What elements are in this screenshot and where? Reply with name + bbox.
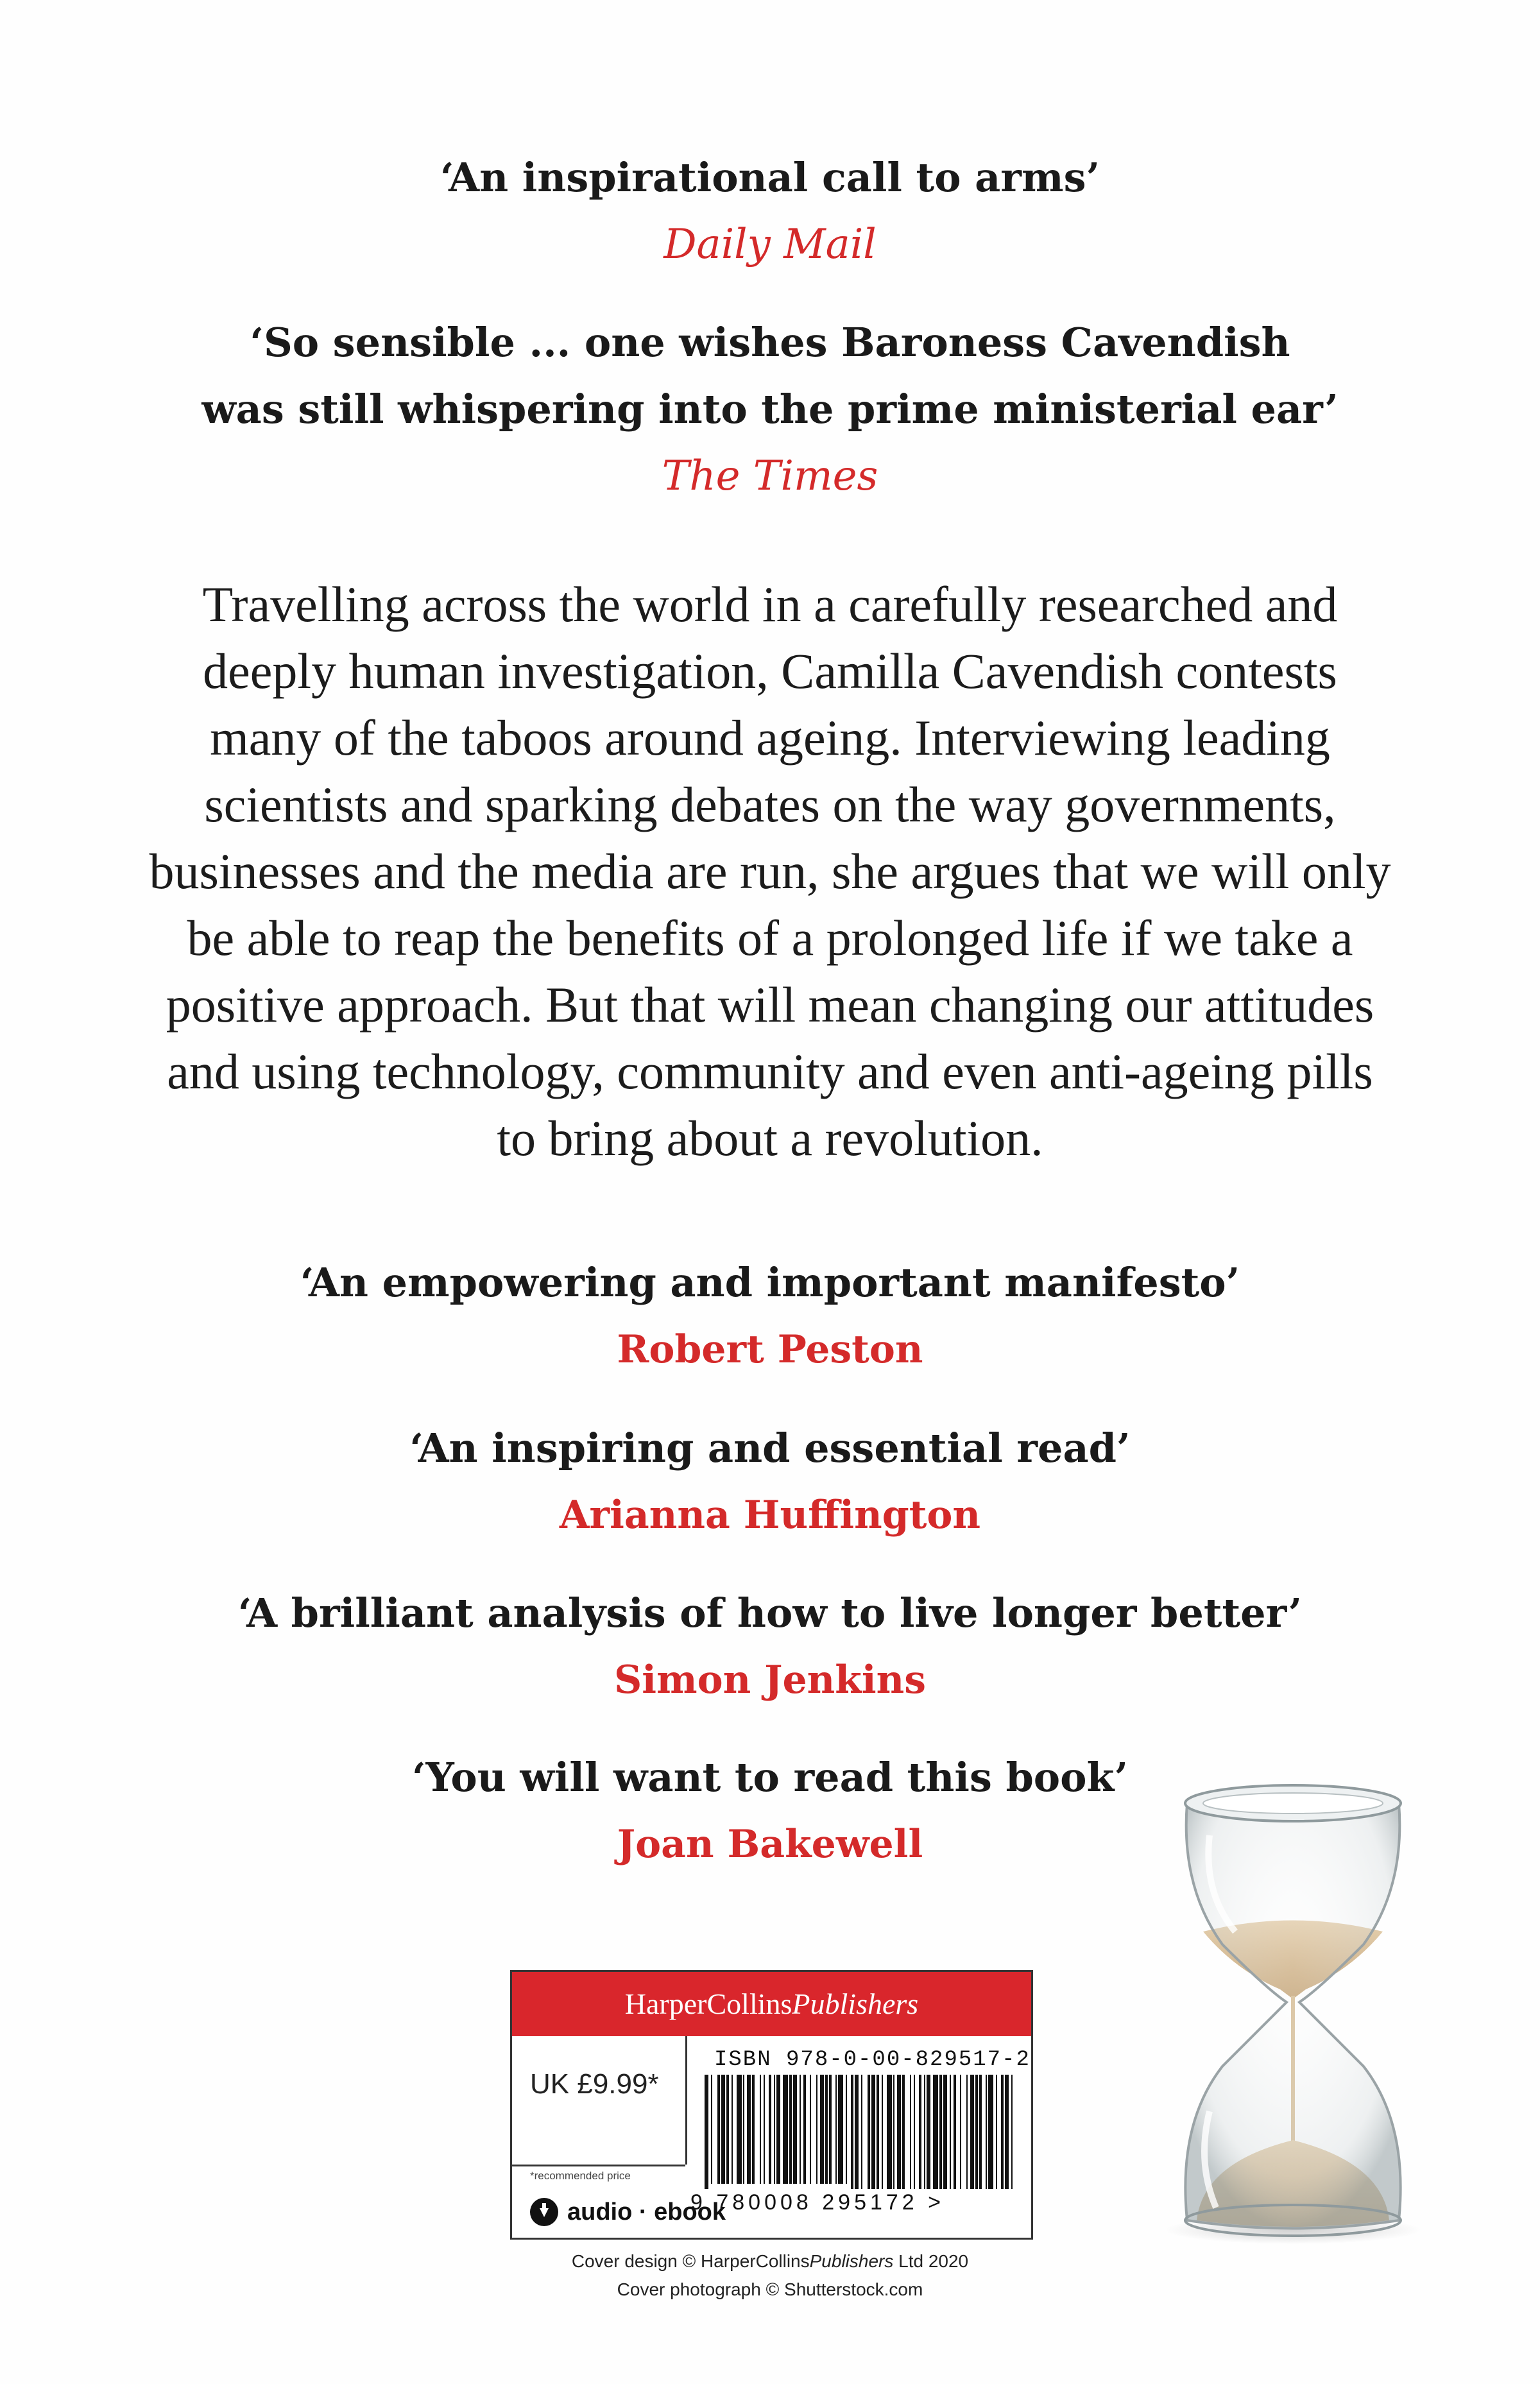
barcode-bar [966,2075,968,2189]
quote-block-5 [0,1580,1540,1713]
barcode-bar [851,2075,853,2189]
quote-text: ‘You will want to read this book’ [411,1754,1129,1801]
barcode [705,2075,1019,2190]
download-icon [530,2198,558,2226]
price-label: UK £9.99* [530,2068,659,2100]
barcode-bar [1011,2075,1013,2189]
quote-block-3 [0,1249,1540,1383]
quote-text: ‘An empowering and important manifesto’ [300,1259,1240,1306]
barcode-bar [705,2075,708,2189]
barcode-bar [855,2075,859,2189]
barcode-bar [838,2075,843,2184]
book-blurb: Travelling across the world in a carefully researched and deeply human investigation, Camilla Cavendish contests many of the taboos around ageing. Interviewing leading scientists and sparking debates on the way governments, businesses and the media are run, she argues that we will only be able to reap the benefits of a prolonged life if we take a positive approach. But that will mean changing our attitudes and using technology, community and even anti-ageing pills to bring about a revolution. [149,576,1391,1166]
barcode-bar [882,2075,883,2189]
barcode-bar [919,2075,921,2189]
quote-block-2 [0,309,1540,510]
isbn-text: ISBN 978-0-00-829517-2 [714,2048,1031,2072]
hourglass-image [1158,1778,1428,2246]
barcode-bar [927,2075,930,2189]
barcode-bar [783,2075,788,2184]
barcode-bar [954,2075,956,2189]
barcode-bar [747,2075,751,2184]
barcode-bar [970,2075,974,2189]
barcode-bar [1001,2075,1004,2189]
barcode-bar [721,2075,725,2184]
barcode-bar [988,2075,993,2189]
barcode-bar [986,2075,987,2189]
quote-text: ‘A brilliant analysis of how to live longer better’ [237,1590,1303,1636]
barcode-bar [829,2075,832,2184]
barcode-bar [711,2075,712,2184]
barcode-bar [800,2075,801,2184]
barcode-bar [776,2075,780,2184]
barcode-bar [914,2075,915,2189]
barcode-bar [835,2075,837,2184]
publisher-bar [512,1972,1031,2036]
barcode-bar [887,2075,892,2189]
price-barcode-box [510,1970,1033,2240]
barcode-bar [871,2075,875,2189]
barcode-bar [861,2075,862,2189]
barcode-bar [789,2075,792,2184]
barcode-bar [846,2075,847,2184]
barcode-bar [979,2075,982,2189]
barcode-bar [902,2075,905,2189]
cover-photo-credit: Cover photograph © Shutterstock.com [617,2279,923,2299]
quote-text: ‘An inspirational call to arms’ [440,154,1100,201]
barcode-bar [939,2075,942,2189]
credit-italic: Publishers [809,2251,894,2271]
quote-block-4 [0,1415,1540,1548]
quote-source: Arianna Huffington [559,1493,981,1538]
ean-digits: 9 780008 295172 > [690,2190,945,2215]
quote-text: ‘An inspiring and essential read’ [409,1425,1131,1471]
credit-suffix: Ltd 2020 [893,2251,969,2271]
barcode-bar [743,2075,744,2184]
barcode-bar [752,2075,755,2184]
formats-text: audio · ebook [567,2198,726,2225]
barcode-bar [868,2075,870,2189]
barcode-bar [893,2075,894,2189]
quote-source: The Times [662,452,878,500]
credit-prefix: Cover design © HarperCollins [571,2251,810,2271]
barcode-bar [803,2075,806,2184]
quote-block-1 [0,144,1540,278]
barcode-bar [793,2075,797,2184]
barcode-bar [769,2075,771,2184]
quote-text-line-1: ‘So sensible ... one wishes Baroness Cavendish [250,319,1290,366]
divider [512,2165,685,2166]
barcode-bar [760,2075,761,2184]
quote-source: Daily Mail [663,221,877,268]
publisher-name: HarperCollins [624,1987,792,2020]
quote-source: Simon Jenkins [613,1658,927,1702]
barcode-bar [877,2075,879,2189]
barcode-bar [960,2075,961,2189]
barcode-bar [810,2075,811,2184]
cover-design-credit [0,2251,1540,2272]
price-note: *recommended price [530,2170,631,2182]
quote-source: Robert Peston [617,1327,923,1372]
divider [685,2036,687,2165]
barcode-bar [933,2075,938,2189]
barcode-bar [897,2075,901,2189]
barcode-bar [774,2075,775,2184]
barcode-bar [943,2075,947,2189]
barcode-bar [924,2075,925,2189]
quote-source: Joan Bakewell [617,1822,923,1867]
barcode-bar [732,2075,733,2184]
barcode-bar [717,2075,720,2184]
barcode-bar [975,2075,978,2189]
barcode-bar [1005,2075,1009,2189]
barcode-bar [764,2075,765,2184]
barcode-bar [726,2075,729,2184]
barcode-bar [996,2075,997,2189]
barcode-bar [737,2075,742,2184]
barcode-bar [820,2075,824,2184]
barcode-bar [910,2075,911,2189]
barcode-bar [816,2075,817,2184]
barcode-bar [950,2075,951,2189]
barcode-bar [825,2075,828,2184]
quote-text-line-2: was still whispering into the prime ministerial ear’ [201,386,1339,433]
publisher-suffix: Publishers [792,1987,919,2020]
